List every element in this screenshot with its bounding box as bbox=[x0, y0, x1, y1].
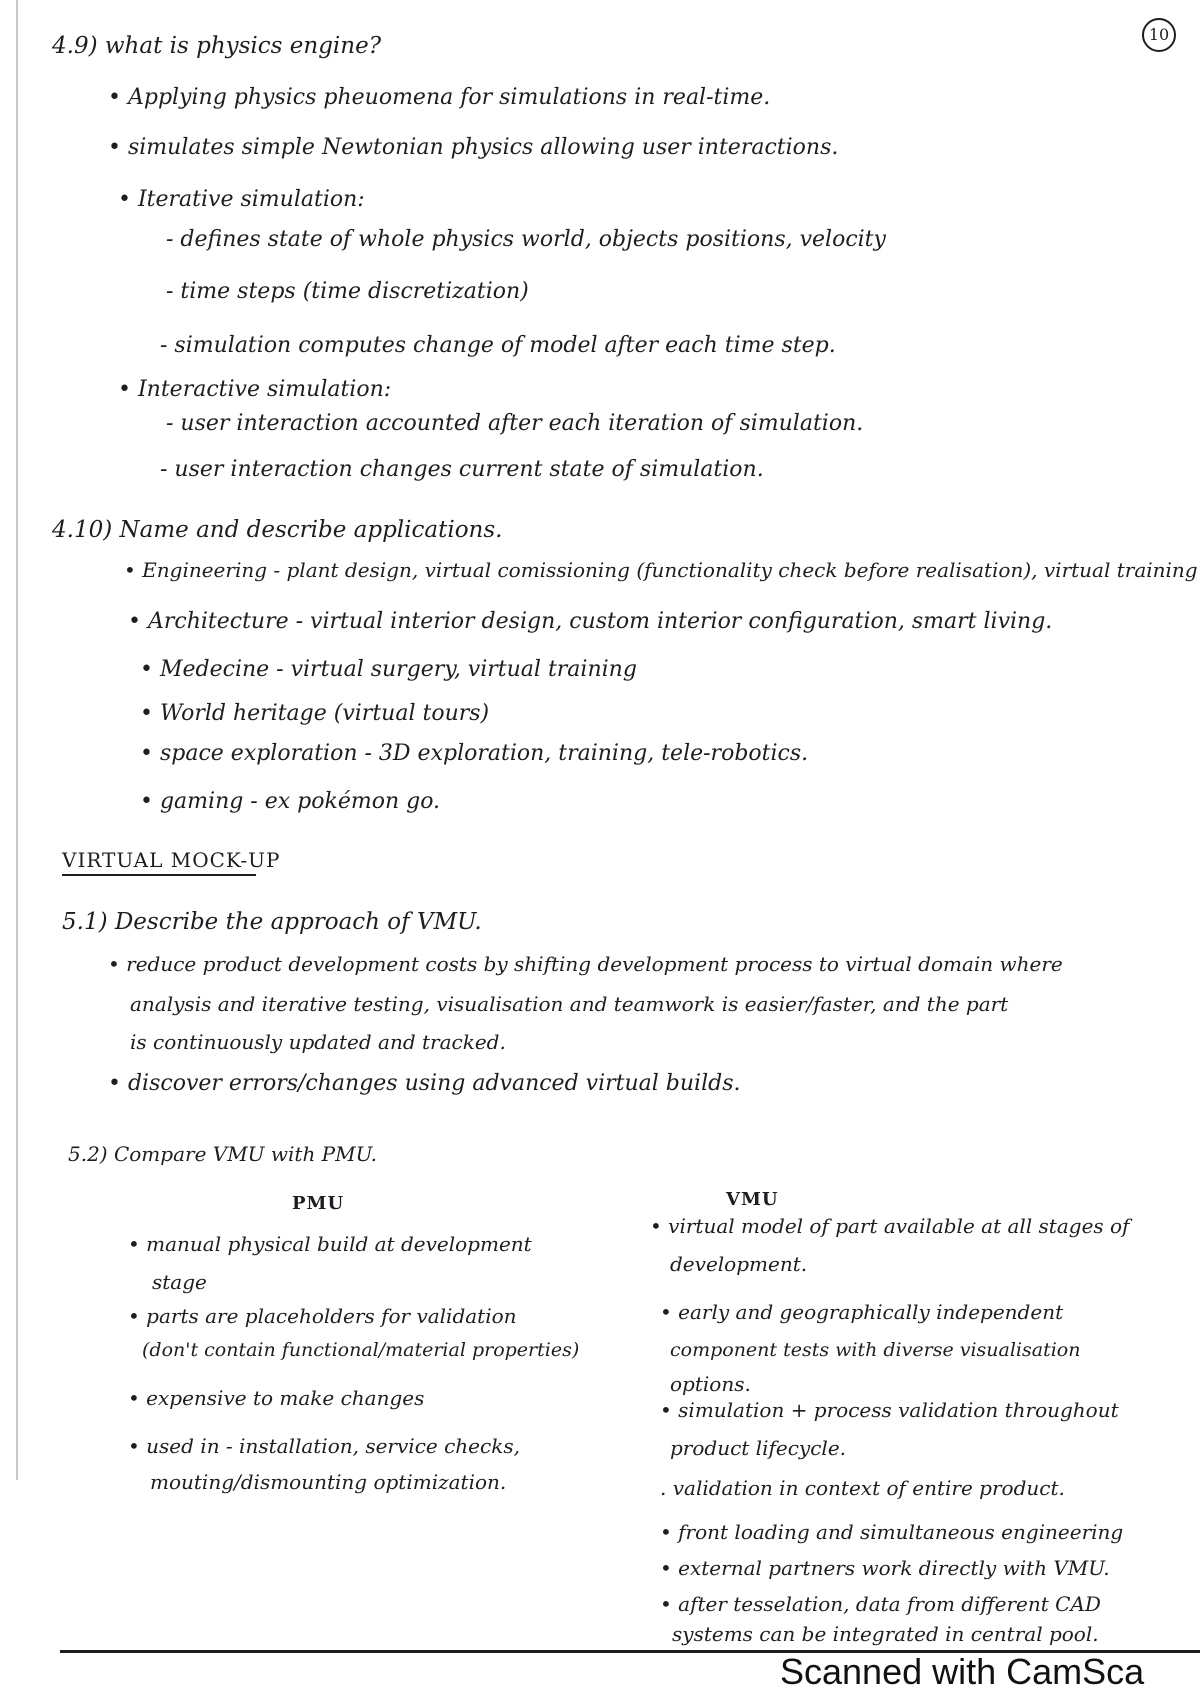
pmu-item-continued: mouting/dismounting optimization. bbox=[150, 1470, 507, 1494]
list-item: • Iterative simulation: bbox=[118, 187, 365, 212]
vmu-item: • early and geographically independent bbox=[660, 1300, 1064, 1324]
vmu-item-continued: development. bbox=[670, 1252, 808, 1276]
question-5-2: 5.2) Compare VMU with PMU. bbox=[68, 1142, 377, 1166]
vmu-item-continued: systems can be integrated in central pool. bbox=[672, 1622, 1099, 1646]
list-item: • gaming - ex pokémon go. bbox=[140, 789, 441, 814]
vmu-column-header: VMU bbox=[726, 1189, 779, 1210]
list-item: • Medecine - virtual surgery, virtual training bbox=[140, 657, 637, 682]
sub-item: - defines state of whole physics world, objects positions, velocity bbox=[166, 227, 886, 252]
list-item-continued: is continuously updated and tracked. bbox=[130, 1030, 506, 1054]
list-item: • space exploration - 3D exploration, training, tele-robotics. bbox=[140, 741, 809, 766]
list-item: • discover errors/changes using advanced virtual builds. bbox=[108, 1071, 741, 1096]
list-item: • Engineering - plant design, virtual comissioning (functionality check before realisation), virtual training bbox=[124, 558, 1198, 582]
vmu-item-continued: component tests with diverse visualisation bbox=[670, 1339, 1081, 1361]
vmu-item: • after tesselation, data from different CAD bbox=[660, 1592, 1101, 1616]
vmu-item-continued: options. bbox=[670, 1372, 751, 1396]
pmu-item: • used in - installation, service checks, bbox=[128, 1434, 520, 1458]
vmu-item: • virtual model of part available at all stages of bbox=[650, 1214, 1130, 1238]
vmu-item: • external partners work directly with VMU. bbox=[660, 1556, 1110, 1580]
vmu-item: • front loading and simultaneous engineering bbox=[660, 1520, 1124, 1544]
heading-underline bbox=[62, 874, 256, 876]
sub-item: - simulation computes change of model after each time step. bbox=[160, 333, 836, 358]
scanner-watermark: Scanned with CamSca bbox=[780, 1651, 1145, 1692]
list-item: • Interactive simulation: bbox=[118, 377, 392, 402]
vmu-item-continued: product lifecycle. bbox=[670, 1436, 847, 1460]
sub-item: - user interaction accounted after each iteration of simulation. bbox=[166, 411, 864, 436]
page-number: 10 bbox=[1142, 18, 1176, 52]
pmu-item: • manual physical build at development bbox=[128, 1232, 532, 1256]
scan-edge bbox=[16, 0, 18, 1480]
pmu-item: • expensive to make changes bbox=[128, 1386, 425, 1410]
sub-item: - user interaction changes current state of simulation. bbox=[160, 457, 764, 482]
vmu-item: . validation in context of entire product. bbox=[660, 1476, 1065, 1500]
question-4-9: 4.9) what is physics engine? bbox=[52, 33, 382, 59]
question-5-1: 5.1) Describe the approach of VMU. bbox=[62, 909, 482, 935]
list-item-continued: analysis and iterative testing, visualisation and teamwork is easier/faster, and the part bbox=[130, 992, 1009, 1016]
section-heading: VIRTUAL MOCK-UP bbox=[62, 848, 281, 872]
pmu-item-continued: stage bbox=[152, 1270, 207, 1294]
list-item: • simulates simple Newtonian physics allowing user interactions. bbox=[108, 135, 839, 160]
list-item: • Applying physics pheuomena for simulations in real-time. bbox=[108, 85, 771, 110]
pmu-item-continued: (don't contain functional/material properties) bbox=[142, 1339, 580, 1361]
sub-item: - time steps (time discretization) bbox=[166, 279, 529, 304]
question-4-10: 4.10) Name and describe applications. bbox=[52, 517, 503, 543]
pmu-column-header: PMU bbox=[292, 1193, 345, 1214]
list-item: • World heritage (virtual tours) bbox=[140, 701, 490, 726]
pmu-item: • parts are placeholders for validation bbox=[128, 1304, 517, 1328]
list-item: • Architecture - virtual interior design, custom interior configuration, smart living. bbox=[128, 609, 1053, 634]
vmu-item: • simulation + process validation throughout bbox=[660, 1398, 1119, 1422]
list-item: • reduce product development costs by shifting development process to virtual domain where bbox=[108, 952, 1063, 976]
